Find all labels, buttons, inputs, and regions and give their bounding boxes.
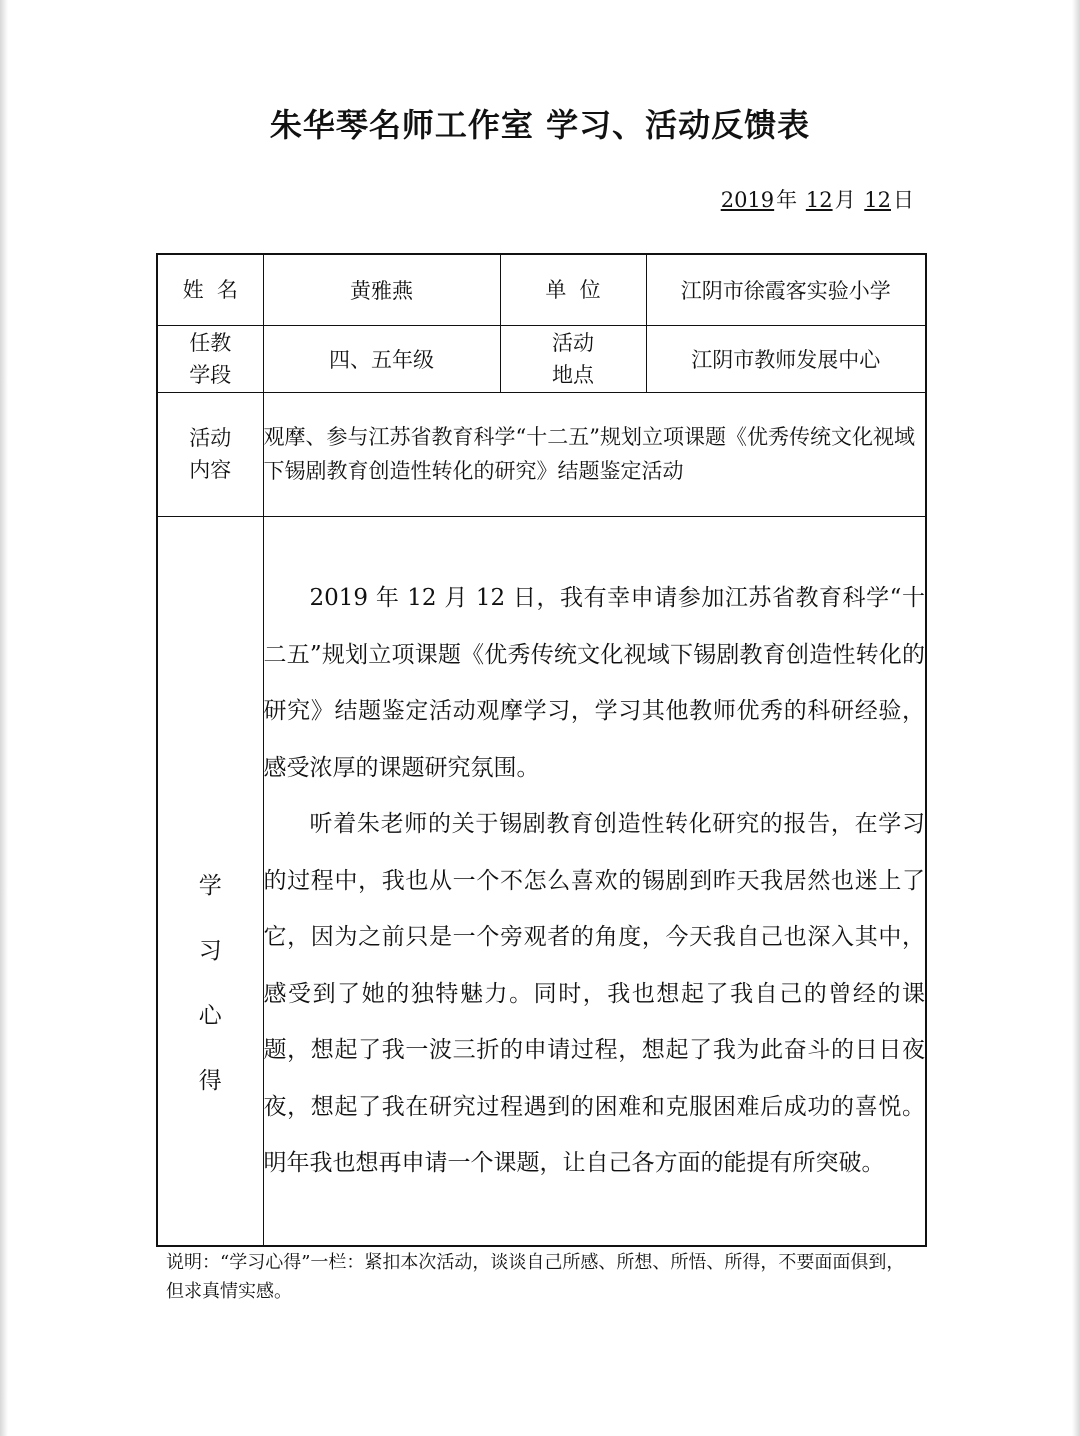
grade-label xyxy=(157,325,263,392)
date-year-unit: 年 xyxy=(776,188,798,212)
feedback-form-table xyxy=(156,253,927,1247)
row-name xyxy=(157,254,926,325)
reflection-label-char-4: 得 xyxy=(198,1067,222,1094)
date-month-unit: 月 xyxy=(834,188,856,212)
reflection-paragraph-2: 听着朱老师的关于锡剧教育创造性转化研究的报告，在学习的过程中，我也从一个不怎么喜欢的锡剧到昨天我居然也迷上了它，因为之前只是一个旁观者的角度，今天我自己也深入其中，感受到了她的独特魅力。同时，我也想起了我自己的曾经的课题，想起了我一波三折的申请过程，想起了我为此奋斗的日日夜夜，想起了我在研究过程遇到的困难和克服困难后成功的喜悦。明年我也想再申请一个课题，让自己各方面的能提有所突破。 xyxy=(263,811,925,1176)
page-edge-right xyxy=(1072,0,1080,1436)
form-note: 说明：“学习心得”一栏：紧扣本次活动，谈谈自己所感、所想、所悟、所得，不要面面俱到，但求真情实感。 xyxy=(166,1252,905,1302)
page-title: 朱华琴名师工作室 学习、活动反馈表 xyxy=(269,106,811,144)
row-grade-location xyxy=(157,325,926,392)
unit-value: 江阴市徐霞客实验小学 xyxy=(646,254,926,325)
grade-value: 四、五年级 xyxy=(263,325,500,392)
row-content xyxy=(157,392,926,516)
date-month: 12 xyxy=(805,188,833,212)
reflection-label-char-2: 习 xyxy=(198,937,222,964)
reflection-label-char-1: 学 xyxy=(198,872,222,899)
page-edge-left xyxy=(0,0,8,1436)
name-value: 黄雅燕 xyxy=(263,254,500,325)
unit-label: 单 位 xyxy=(500,254,646,325)
content-value: 观摩、参与江苏省教育科学“十二五”规划立项课题《优秀传统文化视域下锡剧教育创造性转化的研究》结题鉴定活动 xyxy=(263,392,926,516)
grade-label-line1: 任教 xyxy=(189,330,232,355)
location-label xyxy=(500,325,646,392)
reflection-label xyxy=(157,516,263,1246)
date-day-unit: 日 xyxy=(893,188,914,212)
date-year: 2019 xyxy=(720,188,775,212)
date-day: 12 xyxy=(864,188,891,212)
row-reflection xyxy=(157,516,926,1246)
content-label xyxy=(157,392,263,516)
reflection-content xyxy=(263,516,926,1246)
content-label-line2: 内容 xyxy=(189,458,232,482)
reflection-paragraph-1: 2019 年 12 月 12 日，我有幸申请参加江苏省教育科学“十二五”规划立项课题《优秀传统文化视域下锡剧教育创造性转化的研究》结题鉴定活动观摩学习，学习其他教师优秀的科研经验，感受浓厚的课题研究氛围。 xyxy=(263,585,925,781)
grade-label-line2: 学段 xyxy=(189,362,232,387)
content-label-line1: 活动 xyxy=(189,426,232,450)
reflection-label-char-3: 心 xyxy=(198,1002,222,1029)
name-label: 姓 名 xyxy=(157,254,263,325)
date-line xyxy=(719,184,914,214)
location-label-line2: 地点 xyxy=(552,362,594,387)
location-label-line1: 活动 xyxy=(552,330,594,355)
location-value: 江阴市教师发展中心 xyxy=(646,325,926,392)
